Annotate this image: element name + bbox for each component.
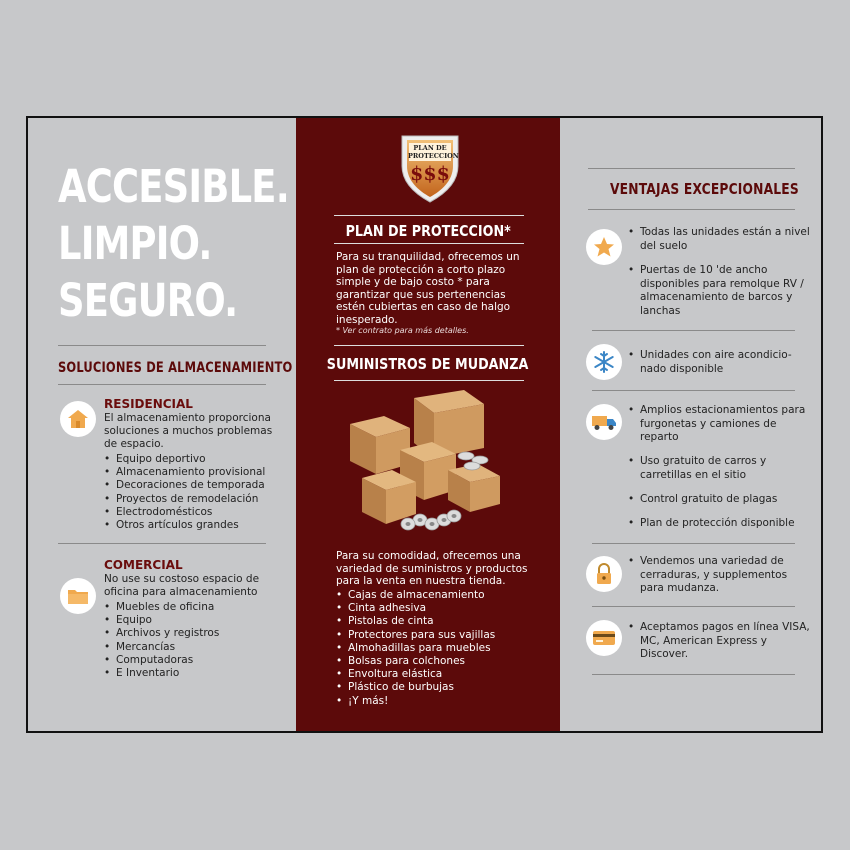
- divider: [334, 215, 524, 216]
- hero-line: LIMPIO.: [58, 217, 212, 270]
- commercial-list: [104, 601, 219, 680]
- advantage-item: • Amplios estacionamientos para furgonetas y camiones de reparto: [640, 404, 810, 445]
- list-item: • Mercancías: [104, 641, 219, 654]
- supplies-list: [336, 589, 495, 708]
- supplies-title: [296, 355, 560, 373]
- divider: [58, 543, 266, 544]
- advantage-item: • Control gratuito de plagas: [640, 493, 810, 507]
- advantage-item: • Plan de protección disponible: [640, 517, 810, 531]
- list-item: • ¡Y más!: [336, 695, 495, 708]
- advantage-item: • Puertas de 10 'de ancho disponibles para remolque RV / almacenamiento de barcos y lanchas: [640, 264, 810, 318]
- brochure: [26, 116, 823, 733]
- list-item: • Otros artículos grandes: [104, 519, 265, 532]
- advantage-item: • Todas las unidades están a nivel del suelo: [640, 226, 810, 253]
- list-item: • Decoraciones de temporada: [104, 479, 265, 492]
- divider: [588, 209, 795, 210]
- divider: [58, 345, 266, 346]
- list-item: • Muebles de oficina: [104, 601, 219, 614]
- list-item: • Electrodomésticos: [104, 506, 265, 519]
- advantage-item: • Aceptamos pagos en línea VISA, MC, American Express y Discover.: [640, 621, 810, 662]
- list-item: • Equipo: [104, 614, 219, 627]
- residential-list: [104, 453, 265, 532]
- list-item: • Envoltura elástica: [336, 668, 495, 681]
- right-panel: [560, 118, 823, 731]
- list-item: • Plástico de burbujas: [336, 681, 495, 694]
- divider: [334, 243, 524, 244]
- protection-shield-logo: [399, 132, 461, 204]
- plan-note: * Ver contrato para más detalles.: [336, 326, 469, 335]
- list-item: • Bolsas para colchones: [336, 655, 495, 668]
- list-item: • Cinta adhesiva: [336, 602, 495, 615]
- advantage-item: • Unidades con aire acondicio-nado disponible: [640, 349, 810, 376]
- divider: [588, 168, 795, 169]
- list-item: • Proyectos de remodelación: [104, 493, 265, 506]
- residential-text: El almacenamiento proporciona soluciones a muchos problemas de espacio.: [104, 412, 273, 450]
- commercial-text: No use su costoso espacio de oficina para almacenamiento: [104, 573, 260, 598]
- divider: [592, 543, 795, 544]
- plan-text: Para su tranquilidad, ofrecemos un plan de protección a corto plazo simple y de bajo costo * para garantizar que sus pertenencias estén cubiertas en caso de halgo inesperado.: [336, 251, 520, 326]
- advantages-title: VENTAJAS EXCEPCIONALES: [610, 180, 799, 198]
- middle-panel: [296, 118, 560, 731]
- list-item: • Computadoras: [104, 654, 219, 667]
- section-title-storage: SOLUCIONES DE ALMACENAMIENTO: [58, 360, 293, 376]
- divider: [592, 330, 795, 331]
- badge-text: PLAN DE PROTECCION: [408, 144, 459, 160]
- advantage-item: • Uso gratuito de carros y carretillas en el sitio: [640, 455, 810, 482]
- snowflake-icon: [586, 344, 622, 380]
- divider: [592, 606, 795, 607]
- credit-card-icon: [586, 620, 622, 656]
- hero-line: SEGURO.: [58, 274, 238, 327]
- star-icon: [586, 229, 622, 265]
- list-item: • Cajas de almacenamiento: [336, 589, 495, 602]
- divider: [592, 674, 795, 675]
- divider: [592, 390, 795, 391]
- folder-icon: [60, 578, 96, 614]
- list-item: • Pistolas de cinta: [336, 615, 495, 628]
- divider: [334, 380, 524, 381]
- advantage-item: • Vendemos una variedad de cerraduras, y supplementos para mudanza.: [640, 555, 810, 596]
- divider: [334, 345, 524, 346]
- list-item: • Almohadillas para muebles: [336, 642, 495, 655]
- list-item: • Equipo deportivo: [104, 453, 265, 466]
- supplies-title-text: SUMINISTROS DE MUDANZA: [327, 355, 529, 373]
- hero-headline: [58, 158, 289, 329]
- plan-title-text: PLAN DE PROTECCION*: [345, 222, 511, 240]
- list-item: • E Inventario: [104, 667, 219, 680]
- padlock-icon: [586, 556, 622, 592]
- badge-symbol: $$$: [410, 163, 450, 185]
- moving-boxes-illustration: [344, 386, 516, 536]
- plan-title: [296, 222, 560, 240]
- truck-icon: [586, 404, 622, 440]
- divider: [58, 384, 266, 385]
- list-item: • Almacenamiento provisional: [104, 466, 265, 479]
- list-item: • Archivos y registros: [104, 627, 219, 640]
- list-item: • Protectores para sus vajillas: [336, 629, 495, 642]
- hero-line: ACCESIBLE.: [58, 160, 289, 213]
- left-panel: [28, 118, 296, 731]
- commercial-title: COMERCIAL: [104, 558, 183, 572]
- house-icon: [60, 401, 96, 437]
- residential-title: RESIDENCIAL: [104, 397, 193, 411]
- supplies-text: Para su comodidad, ofrecemos una variedad de suministros y productos para la venta en nuestra tienda.: [336, 550, 528, 587]
